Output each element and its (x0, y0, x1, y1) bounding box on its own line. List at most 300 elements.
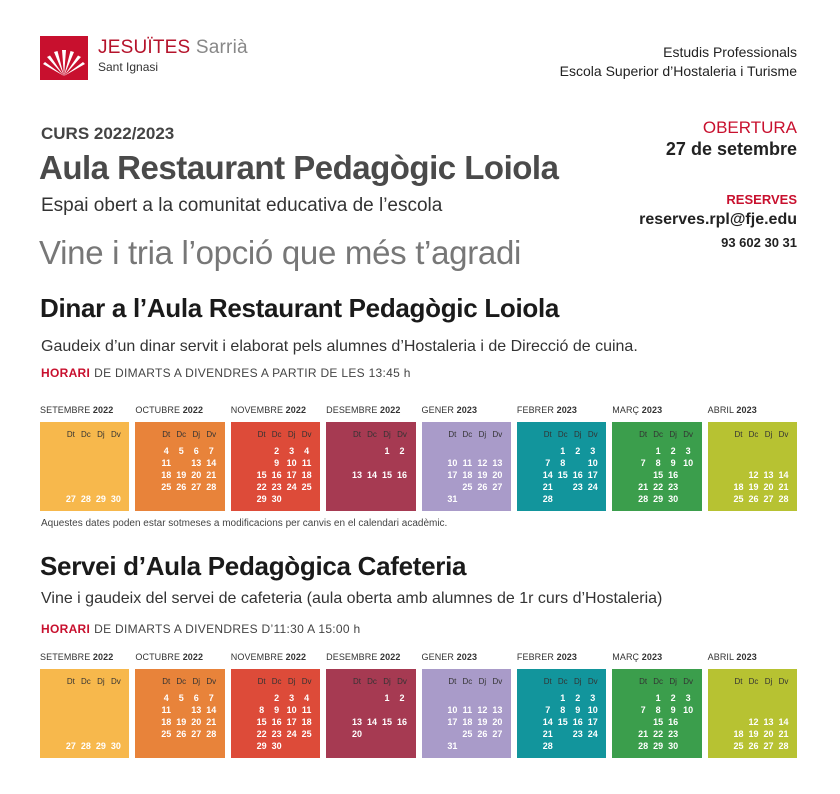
day-cell (108, 716, 123, 728)
weekday-label: Dv (110, 677, 121, 686)
day-cell (731, 716, 746, 728)
weekday-label: Dc (557, 430, 568, 439)
day-cell: 28 (542, 741, 553, 751)
day-cell: 10 (587, 705, 598, 715)
day-cell (299, 493, 314, 505)
weekday-label: Dj (478, 430, 487, 439)
day-cell: 3 (590, 693, 596, 703)
day-cell (636, 445, 651, 457)
day-cell: 7 (640, 458, 646, 468)
weekday-label: Dv (778, 430, 789, 439)
section-2-description: Vine i gaudeix del servei de cafeteria (aula oberta amb alumnes de 1r curs d’Hostaleria) (41, 590, 663, 607)
day-cell (159, 740, 174, 752)
day-cell (490, 692, 505, 704)
reservations-phone[interactable]: 93 602 30 31 (721, 235, 797, 250)
weekday-label: Dc (462, 677, 473, 686)
day-cell (636, 469, 651, 481)
day-cell: 12 (748, 470, 759, 480)
page-subtitle: Espai obert a la comunitat educativa de l’escola (41, 195, 443, 216)
day-cell: 16 (572, 470, 583, 480)
day-cell (395, 704, 410, 716)
weekday-label: Dc (748, 677, 759, 686)
day-cell (475, 493, 490, 505)
day-cell: 26 (748, 494, 759, 504)
day-cell (731, 445, 746, 457)
month-label (422, 652, 511, 669)
month-name: MARÇ (612, 652, 640, 662)
day-cell: 15 (381, 470, 392, 480)
day-cell (681, 728, 696, 740)
day-grid (708, 692, 797, 752)
day-cell: 13 (492, 458, 503, 468)
section-2-title: Servei d’Aula Pedagògica Cafeteria (40, 551, 467, 581)
school-info (560, 43, 797, 81)
weekday-label: Dt (448, 677, 457, 686)
day-cell: 31 (447, 741, 458, 751)
weekday-header (326, 430, 415, 443)
day-cell (585, 493, 600, 505)
day-cell: 28 (778, 741, 789, 751)
day-cell (380, 740, 395, 752)
day-cell (299, 740, 314, 752)
day-cell (108, 445, 123, 457)
opening-date: 27 de setembre (665, 139, 797, 159)
day-cell: 25 (301, 482, 312, 492)
day-cell: 10 (286, 458, 297, 468)
day-cell: 23 (271, 482, 282, 492)
month-year: 2023 (456, 405, 478, 415)
month-box (326, 422, 415, 511)
day-cell (681, 740, 696, 752)
brand-block (98, 38, 248, 73)
day-cell (174, 740, 189, 752)
day-cell: 30 (668, 741, 679, 751)
day-cell: 13 (191, 705, 202, 715)
day-cell: 29 (256, 494, 267, 504)
day-cell (93, 445, 108, 457)
month-name: GENER (421, 652, 455, 662)
day-cell: 2 (670, 446, 676, 456)
day-cell: 26 (748, 741, 759, 751)
month-year: 2022 (92, 405, 114, 415)
day-cell (78, 481, 93, 493)
month-year: 2022 (380, 405, 401, 415)
weekday-header (135, 430, 224, 443)
day-cell: 20 (492, 470, 503, 480)
day-cell: 12 (477, 458, 488, 468)
month-year: 2023 (736, 405, 757, 415)
day-cell: 13 (191, 458, 202, 468)
day-cell: 28 (206, 729, 217, 739)
day-cell: 4 (304, 693, 310, 703)
day-grid (135, 445, 224, 505)
weekday-label: Dt (353, 430, 361, 439)
day-cell (108, 457, 123, 469)
weekday-label: Dj (287, 430, 296, 439)
day-cell (350, 481, 365, 493)
weekday-label: Dt (543, 677, 552, 686)
weekday-header (708, 430, 797, 443)
month-box (422, 422, 511, 511)
weekday-label: Dv (587, 677, 598, 686)
day-cell (681, 493, 696, 505)
month-box (326, 669, 415, 758)
day-cell (159, 493, 174, 505)
day-cell: 2 (670, 693, 676, 703)
month-year: 2022 (285, 405, 307, 415)
month-box (612, 669, 701, 758)
weekday-label: Dv (587, 430, 598, 439)
day-cell: 4 (304, 446, 310, 456)
day-cell: 28 (638, 494, 649, 504)
day-cell: 2 (399, 693, 405, 703)
day-cell (93, 728, 108, 740)
day-cell (189, 493, 204, 505)
reservations-info (639, 192, 797, 250)
month-year: 2022 (285, 652, 307, 662)
day-cell: 22 (256, 729, 267, 739)
month-calendar (612, 405, 701, 511)
day-cell (63, 692, 78, 704)
day-cell (395, 457, 410, 469)
day-cell: 3 (590, 446, 596, 456)
day-cell (93, 481, 108, 493)
day-cell: 11 (161, 705, 171, 715)
day-cell (108, 704, 123, 716)
day-cell (761, 457, 776, 469)
month-box (517, 422, 606, 511)
weekday-label: Dt (448, 430, 457, 439)
section-1-description: Gaudeix d’un dinar servit i elaborat pels alumnes d’Hostaleria i de Direcció de cuina. (41, 338, 638, 355)
day-cell: 26 (477, 482, 488, 492)
day-cell: 28 (778, 494, 789, 504)
day-grid (422, 445, 511, 505)
month-calendar (40, 405, 129, 511)
day-cell (365, 481, 380, 493)
month-calendar (326, 652, 415, 758)
weekday-label: Dt (639, 430, 648, 439)
day-cell: 25 (733, 494, 744, 504)
weekday-header (326, 677, 415, 690)
day-grid (708, 445, 797, 505)
day-cell (731, 457, 746, 469)
day-cell: 14 (542, 470, 553, 480)
day-cell: 20 (492, 717, 503, 727)
day-cell: 15 (381, 717, 392, 727)
weekday-label: Dc (462, 430, 473, 439)
month-label (40, 652, 129, 669)
day-cell: 19 (748, 729, 759, 739)
month-label (135, 652, 224, 669)
day-cell: 2 (575, 693, 581, 703)
day-cell: 28 (542, 494, 553, 504)
day-cell: 9 (575, 705, 581, 715)
month-calendar (40, 652, 129, 758)
day-cell (475, 692, 490, 704)
day-cell (93, 716, 108, 728)
weekday-header (422, 430, 511, 443)
day-cell (490, 493, 505, 505)
day-cell (460, 692, 475, 704)
day-cell: 3 (685, 446, 691, 456)
day-cell: 12 (748, 717, 759, 727)
day-cell (681, 716, 696, 728)
day-cell: 25 (462, 482, 473, 492)
month-calendar (135, 652, 224, 758)
day-cell: 8 (655, 705, 661, 715)
day-grid (326, 692, 415, 752)
day-cell (108, 469, 123, 481)
weekday-label: Dv (397, 677, 407, 686)
day-cell (174, 457, 189, 469)
day-cell: 2 (274, 446, 280, 456)
day-cell: 23 (668, 729, 679, 739)
day-cell (636, 716, 651, 728)
page-title: Aula Restaurant Pedagògic Loiola (39, 149, 559, 186)
day-cell: 18 (462, 470, 473, 480)
weekday-label: Dj (573, 677, 582, 686)
weekday-label: Dj (97, 677, 105, 686)
month-name: SETEMBRE (40, 652, 91, 662)
day-grid (40, 692, 129, 752)
day-cell: 21 (638, 482, 649, 492)
day-cell: 29 (653, 494, 664, 504)
brand-name: JESUÏTES Sarrià (98, 37, 248, 58)
day-cell: 6 (193, 446, 199, 456)
school-line-2: Escola Superior d’Hostaleria i Turisme (559, 63, 797, 79)
month-calendar (612, 652, 701, 758)
day-cell (746, 457, 761, 469)
weekday-label: Dj (383, 430, 391, 439)
day-grid (422, 692, 511, 752)
day-cell: 13 (492, 705, 503, 715)
day-cell (93, 704, 108, 716)
month-label (231, 652, 320, 669)
weekday-label: Dt (162, 677, 171, 686)
month-name: DESEMBRE (326, 405, 378, 415)
day-cell (380, 481, 395, 493)
weekday-label: Dj (669, 677, 677, 686)
day-cell (761, 704, 776, 716)
month-year: 2022 (92, 652, 114, 662)
weekday-header (40, 430, 129, 443)
day-cell (776, 445, 791, 457)
weekday-label: Dj (383, 677, 391, 686)
day-cell: 15 (557, 470, 568, 480)
day-cell: 11 (161, 458, 171, 468)
day-cell (63, 728, 78, 740)
day-cell (731, 704, 746, 716)
weekday-label: Dt (353, 677, 361, 686)
day-cell (540, 692, 555, 704)
day-cell: 19 (176, 717, 187, 727)
calendar-disclaimer: Aquestes dates poden estar sotmeses a modificacions per canvis en el calendari acadèmic. (41, 518, 448, 529)
day-cell (380, 704, 395, 716)
day-cell: 20 (351, 729, 362, 739)
day-cell: 29 (95, 494, 106, 504)
day-cell (395, 728, 410, 740)
weekday-header (231, 430, 320, 443)
weekday-label: Dc (653, 430, 664, 439)
day-cell (204, 740, 219, 752)
schedule-label: HORARI (41, 366, 91, 380)
day-cell: 1 (560, 693, 566, 703)
day-cell: 9 (274, 705, 280, 715)
day-cell: 25 (161, 482, 172, 492)
day-cell: 15 (256, 470, 267, 480)
day-cell (776, 692, 791, 704)
day-cell: 30 (271, 741, 282, 751)
day-cell (445, 481, 460, 493)
weekday-label: Dc (653, 677, 664, 686)
weekday-label: Dj (192, 677, 201, 686)
month-calendar (517, 652, 606, 758)
day-cell (380, 457, 395, 469)
day-cell (93, 692, 108, 704)
day-cell: 21 (638, 729, 649, 739)
weekday-label: Dv (683, 677, 694, 686)
day-cell (445, 445, 460, 457)
day-cell: 6 (193, 693, 199, 703)
day-cell: 1 (655, 693, 661, 703)
opening-label: OBERTURA (702, 118, 797, 137)
day-cell (108, 728, 123, 740)
weekday-label: Dv (301, 677, 312, 686)
day-cell: 24 (286, 482, 297, 492)
reservations-label: RESERVES (726, 192, 797, 207)
weekday-label: Dt (162, 430, 171, 439)
day-cell: 13 (763, 717, 774, 727)
day-grid (40, 445, 129, 505)
day-cell (570, 493, 585, 505)
day-cell (681, 469, 696, 481)
day-cell: 5 (178, 446, 184, 456)
month-name: NOVEMBRE (230, 652, 284, 662)
day-cell: 17 (447, 470, 458, 480)
month-label (708, 405, 797, 422)
month-year: 2023 (556, 405, 578, 415)
day-cell: 7 (208, 693, 214, 703)
reservations-email[interactable]: reserves.rpl@fje.edu (639, 211, 797, 228)
day-cell: 17 (286, 470, 297, 480)
day-cell: 21 (206, 717, 217, 727)
day-cell: 30 (668, 494, 679, 504)
day-cell: 25 (161, 729, 172, 739)
day-cell (78, 728, 93, 740)
day-grid (231, 445, 320, 505)
day-cell: 17 (286, 717, 297, 727)
day-cell: 13 (763, 470, 774, 480)
day-cell (174, 493, 189, 505)
day-cell: 7 (545, 458, 551, 468)
day-cell: 9 (274, 458, 280, 468)
day-cell: 24 (587, 729, 598, 739)
day-cell (78, 704, 93, 716)
day-cell (585, 740, 600, 752)
day-cell: 16 (271, 717, 282, 727)
day-cell: 13 (351, 717, 362, 727)
day-cell: 27 (191, 482, 202, 492)
weekday-label: Dv (492, 677, 503, 686)
month-label (422, 405, 511, 422)
day-cell (284, 740, 299, 752)
day-cell (365, 457, 380, 469)
day-cell: 27 (191, 729, 202, 739)
day-cell: 1 (384, 446, 390, 456)
day-cell: 16 (396, 717, 407, 727)
day-cell: 3 (685, 693, 691, 703)
day-cell: 8 (259, 705, 265, 715)
day-cell (254, 457, 269, 469)
month-box (135, 669, 224, 758)
weekday-label: Dv (397, 430, 407, 439)
weekday-header (612, 677, 701, 690)
school-line-1: Estudis Professionals (663, 44, 797, 60)
weekday-header (708, 677, 797, 690)
month-name: ABRIL (707, 652, 734, 662)
day-cell: 26 (176, 482, 187, 492)
month-calendar (231, 652, 320, 758)
day-cell (78, 716, 93, 728)
weekday-label: Dj (97, 430, 105, 439)
month-calendar (708, 652, 797, 758)
day-cell (63, 469, 78, 481)
day-cell: 15 (557, 717, 568, 727)
day-cell (540, 445, 555, 457)
weekday-label: Dc (176, 430, 187, 439)
day-cell (746, 692, 761, 704)
section-1-calendar (40, 405, 797, 511)
day-cell: 1 (384, 693, 390, 703)
day-cell: 14 (366, 717, 377, 727)
day-cell (189, 740, 204, 752)
weekday-header (231, 677, 320, 690)
weekday-label: Dc (271, 430, 282, 439)
month-name: NOVEMBRE (230, 405, 284, 415)
day-cell (490, 445, 505, 457)
day-cell: 21 (542, 729, 553, 739)
day-cell: 21 (206, 470, 217, 480)
day-cell: 10 (447, 458, 458, 468)
weekday-label: Dc (557, 677, 568, 686)
day-cell (776, 704, 791, 716)
day-cell (108, 692, 123, 704)
day-cell: 23 (271, 729, 282, 739)
month-box (231, 669, 320, 758)
day-cell: 4 (163, 446, 169, 456)
day-cell (78, 457, 93, 469)
day-cell: 20 (763, 729, 774, 739)
month-year: 2023 (736, 652, 757, 662)
day-cell: 18 (161, 470, 172, 480)
day-cell: 16 (271, 470, 282, 480)
weekday-label: Dv (110, 430, 121, 439)
day-cell: 9 (670, 705, 676, 715)
day-cell (365, 704, 380, 716)
day-cell (490, 740, 505, 752)
weekday-label: Dj (287, 677, 296, 686)
day-cell: 14 (778, 717, 789, 727)
month-box (422, 669, 511, 758)
weekday-header (517, 677, 606, 690)
month-label (326, 652, 415, 669)
day-cell: 1 (560, 446, 566, 456)
month-name: OCTUBRE (135, 405, 181, 415)
day-cell: 27 (763, 494, 774, 504)
day-cell: 25 (733, 741, 744, 751)
month-calendar (422, 405, 511, 511)
day-cell: 19 (477, 470, 488, 480)
